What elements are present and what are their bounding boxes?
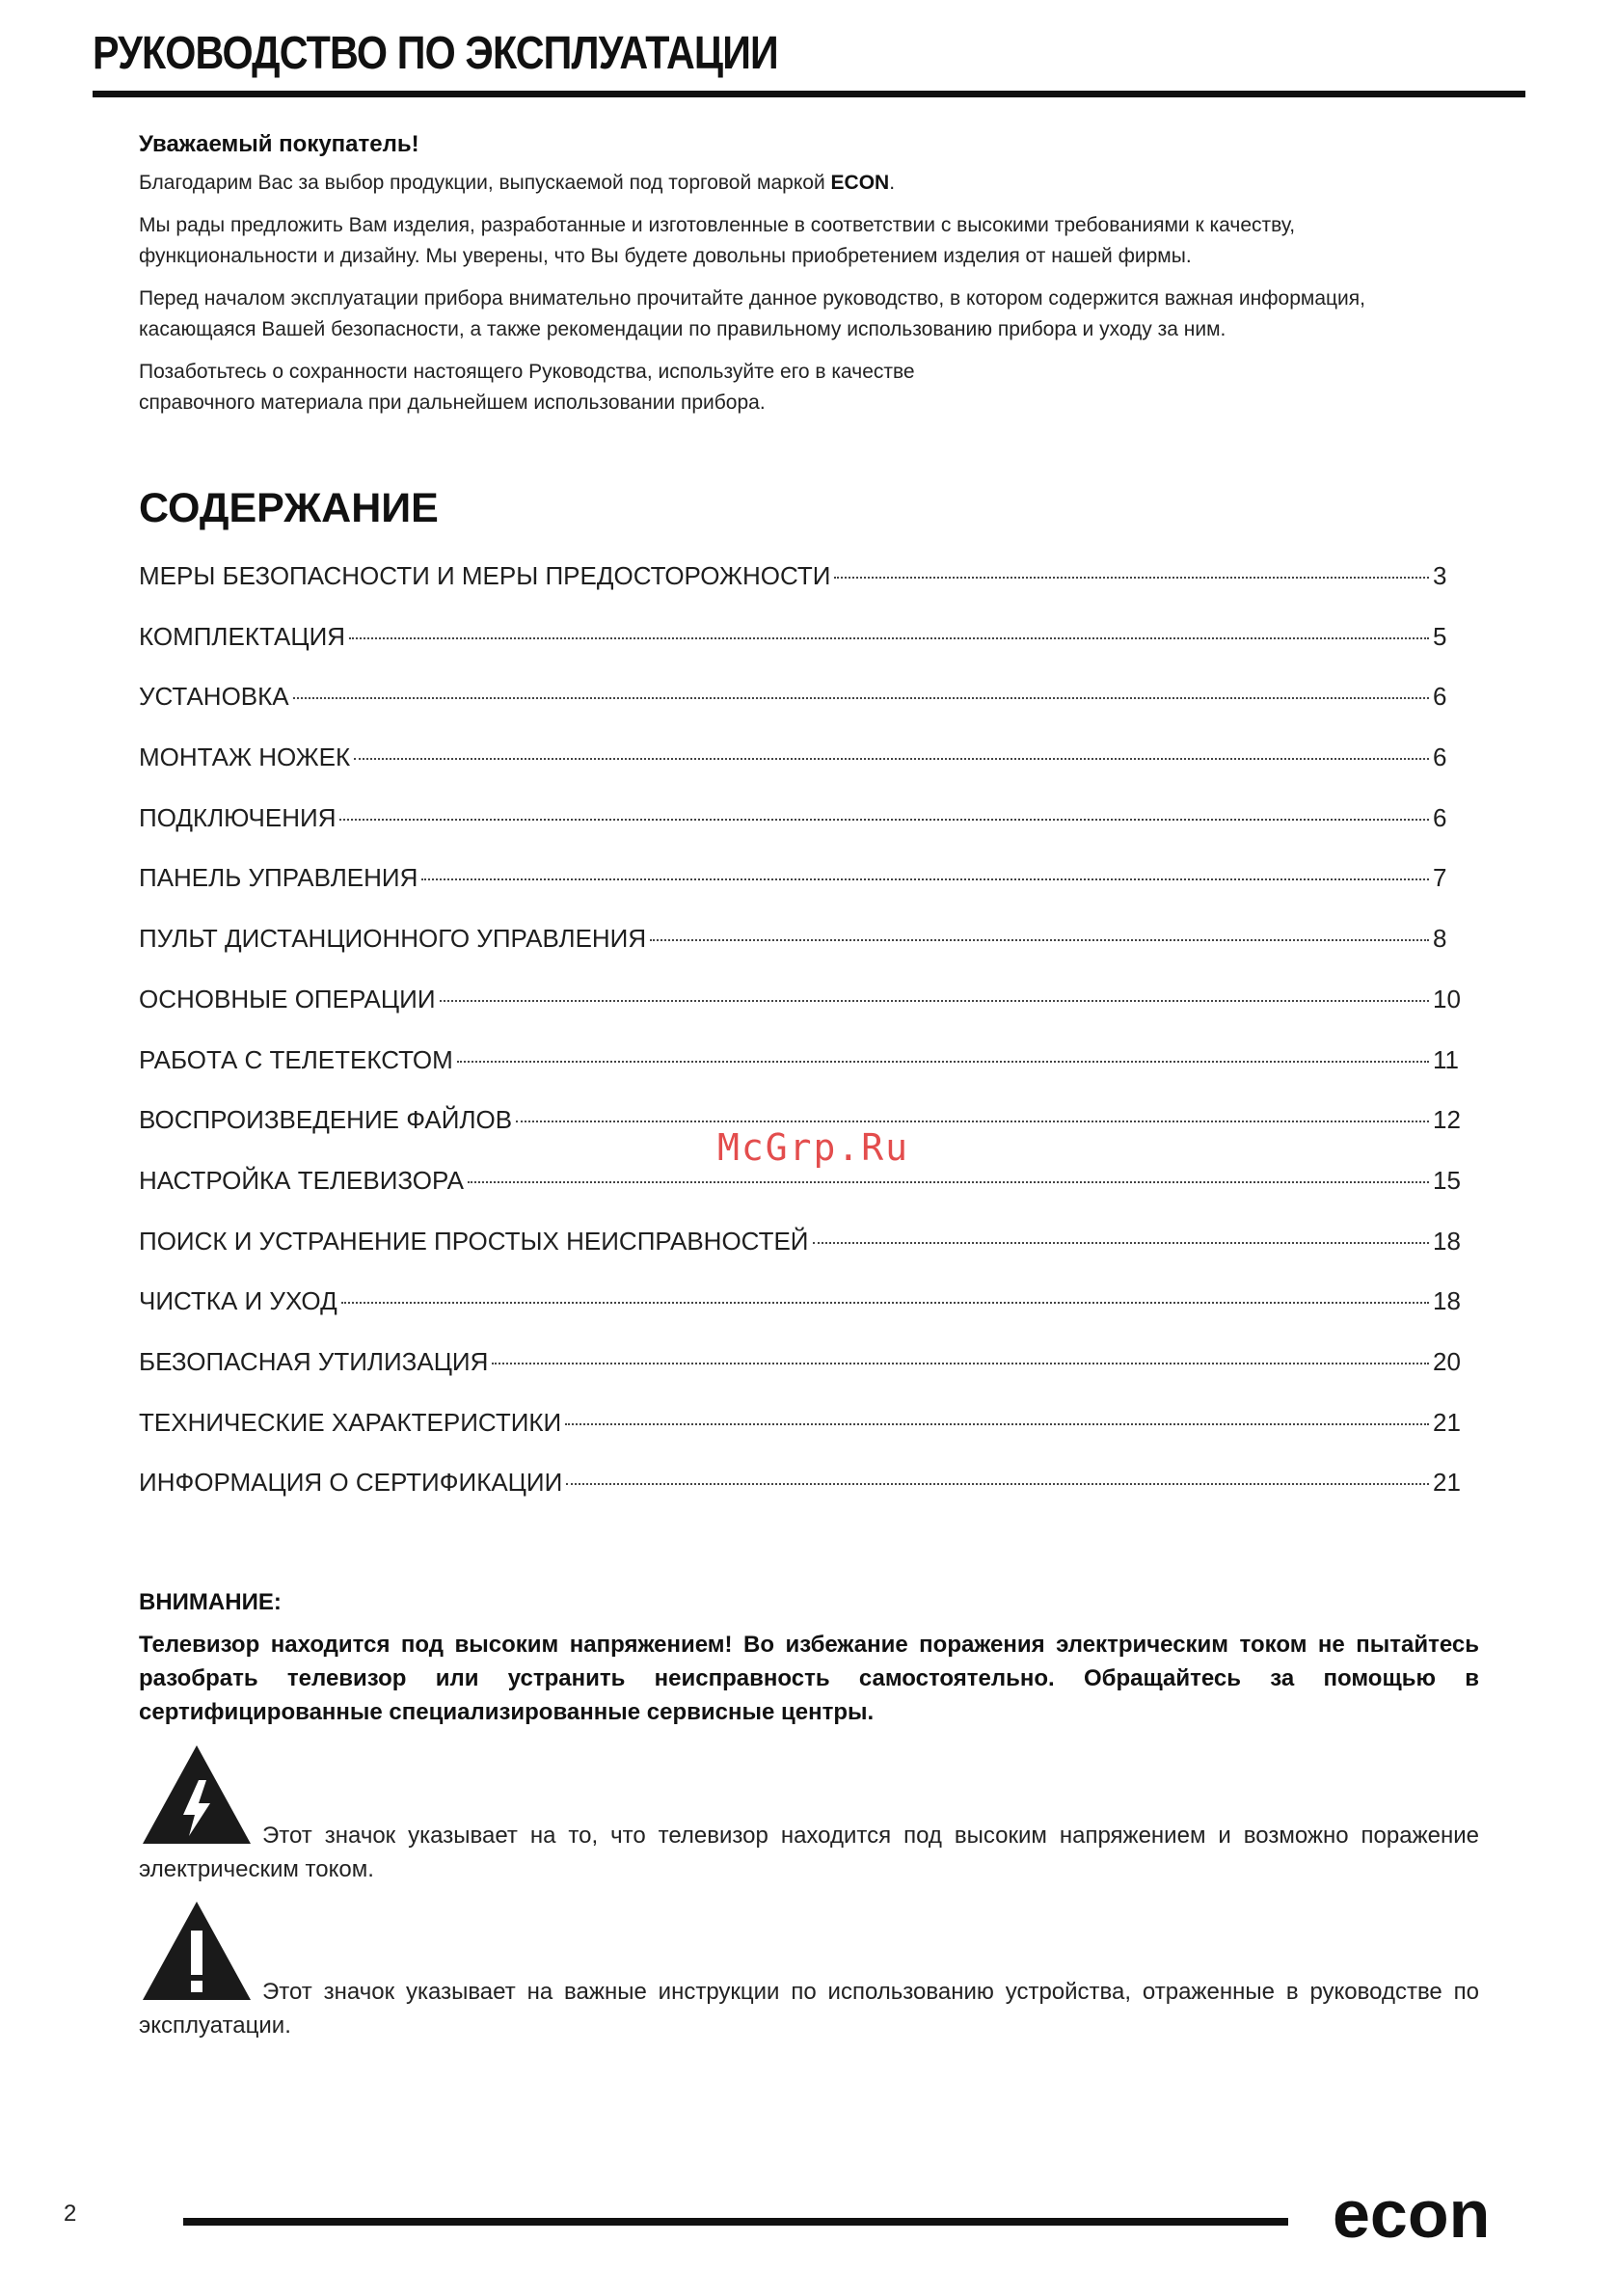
toc-item: [139, 1408, 1462, 1469]
toc-item-page: 5: [1433, 621, 1447, 651]
toc-item: [139, 1045, 1462, 1106]
toc-item-page: 7: [1433, 863, 1447, 893]
toc-item-page: 10: [1433, 984, 1461, 1013]
toc-item: [139, 1286, 1462, 1347]
toc-item-label: ОСНОВНЫЕ ОПЕРАЦИИ: [139, 984, 436, 1013]
toc-item: [139, 1166, 1462, 1227]
toc-item: [139, 1227, 1462, 1287]
footer-divider: [183, 2218, 1288, 2226]
warning-voltage-text: Этот значок указывает на то, что телевизор находится под высоким напряжением и возможно поражение электрическим током.: [139, 1823, 1479, 1882]
toc-leader-dots: [813, 1242, 1430, 1244]
greeting: Уважаемый покупатель!: [139, 131, 419, 157]
toc-leader-dots: [457, 1061, 1429, 1063]
toc-item: [139, 743, 1462, 803]
toc-item-page: 3: [1433, 561, 1447, 590]
toc-item-page: 6: [1433, 802, 1447, 832]
toc-item: [139, 985, 1462, 1045]
table-of-contents: [139, 561, 1462, 1528]
toc-item-page: 11: [1433, 1044, 1459, 1074]
toc-item-label: ИНФОРМАЦИЯ О СЕРТИФИКАЦИИ: [139, 1468, 563, 1498]
toc-item-label: ПОДКЛЮЧЕНИЯ: [139, 802, 337, 832]
toc-leader-dots: [339, 819, 1429, 821]
toc-item-page: 12: [1433, 1105, 1461, 1135]
warning-important: [139, 1898, 1479, 2042]
page-number: 2: [64, 2201, 77, 2227]
toc-leader-dots: [354, 758, 1429, 760]
toc-item-label: ТЕХНИЧЕСКИЕ ХАРАКТЕРИСТИКИ: [139, 1407, 562, 1437]
toc-leader-dots: [349, 637, 1429, 639]
toc-item: [139, 622, 1462, 683]
toc-leader-dots: [650, 939, 1429, 941]
toc-item-page: 8: [1433, 924, 1447, 954]
toc-leader-dots: [293, 697, 1429, 699]
toc-item-label: РАБОТА С ТЕЛЕТЕКСТОМ: [139, 1044, 453, 1074]
toc-leader-dots: [341, 1302, 1429, 1304]
toc-item: [139, 924, 1462, 985]
toc-item-page: 21: [1433, 1407, 1461, 1437]
toc-item-label: МОНТАЖ НОЖЕК: [139, 743, 351, 772]
toc-item-page: 15: [1433, 1165, 1461, 1195]
watermark: McGrp.Ru: [717, 1126, 910, 1169]
toc-item-label: ЧИСТКА И УХОД: [139, 1286, 337, 1316]
warning-voltage: [139, 1742, 1479, 1886]
toc-leader-dots: [834, 577, 1429, 579]
logo-text: econ: [1333, 2181, 1491, 2249]
toc-item-label: ПОИСК И УСТРАНЕНИЕ ПРОСТЫХ НЕИСПРАВНОСТЕЙ: [139, 1226, 809, 1256]
toc-item-page: 21: [1433, 1468, 1461, 1498]
header-divider: [93, 91, 1525, 97]
toc-item: [139, 682, 1462, 743]
toc-item-page: 6: [1433, 743, 1447, 772]
brand-name: ECON: [830, 172, 890, 194]
econ-logo: [1333, 2181, 1506, 2249]
toc-item: [139, 803, 1462, 864]
toc-leader-dots: [421, 878, 1429, 880]
exclamation-icon: [139, 1898, 255, 2004]
intro-paragraph-3: Перед началом эксплуатации прибора внимательно прочитайте данное руководство, в котором содержится важная информация, касающаяся Вашей безопасности, а также рекомендации по правильному использованию прибора и уходу за ним.: [139, 287, 1365, 340]
toc-item-label: ПУЛЬТ ДИСТАНЦИОННОГО УПРАВЛЕНИЯ: [139, 924, 647, 954]
toc-item-page: 18: [1433, 1286, 1461, 1316]
intro-p4-line1: Позаботьтесь о сохранности настоящего Руководства, используйте его в качестве: [139, 361, 915, 383]
toc-item-label: МЕРЫ БЕЗОПАСНОСТИ И МЕРЫ ПРЕДОСТОРОЖНОСТИ: [139, 561, 831, 590]
attention-text: Телевизор находится под высоким напряжением! Во избежание поражения электрическим током не пытайтесь разобрать телевизор или устранить неисправность самостоятельно. Обращайтесь за помощью в сертифицированные специализированные сервисные центры.: [139, 1632, 1479, 1725]
toc-item: [139, 1468, 1462, 1528]
page-header-title: РУКОВОДСТВО ПО ЭКСПЛУАТАЦИИ: [93, 28, 778, 79]
toc-item-page: 6: [1433, 682, 1447, 712]
toc-leader-dots: [566, 1483, 1429, 1485]
toc-item-label: ВОСПРОИЗВЕДЕНИЕ ФАЙЛОВ: [139, 1105, 513, 1135]
toc-item-page: 18: [1433, 1226, 1461, 1256]
toc-title: СОДЕРЖАНИЕ: [139, 485, 439, 531]
attention-section: [139, 1589, 1479, 1729]
toc-leader-dots: [468, 1181, 1429, 1183]
high-voltage-icon: [139, 1742, 255, 1848]
toc-leader-dots: [492, 1363, 1429, 1364]
toc-leader-dots: [565, 1423, 1429, 1425]
attention-title: ВНИМАНИЕ:: [139, 1589, 282, 1615]
toc-item-page: 20: [1433, 1346, 1461, 1376]
toc-item-label: ПАНЕЛЬ УПРАВЛЕНИЯ: [139, 863, 418, 893]
toc-leader-dots: [440, 1000, 1429, 1002]
toc-item-label: БЕЗОПАСНАЯ УТИЛИЗАЦИЯ: [139, 1346, 489, 1376]
intro-paragraph-2: Мы рады предложить Вам изделия, разработанные и изготовленные в соответствии с высокими требованиями к качеству, функциональности и дизайну. Мы уверены, что Вы будете довольны приобретением изделия от нашей фирмы.: [139, 214, 1296, 267]
toc-item: [139, 863, 1462, 924]
intro-section: [139, 131, 1479, 430]
toc-item-label: КОМПЛЕКТАЦИЯ: [139, 621, 346, 651]
intro-paragraph-1: [139, 168, 1479, 199]
intro-paragraph-4: [139, 357, 1479, 419]
toc-item: [139, 1347, 1462, 1408]
intro-p1-end: .: [889, 172, 896, 194]
toc-item-label: УСТАНОВКА: [139, 682, 289, 712]
intro-p1-text: Благодарим Вас за выбор продукции, выпускаемой под торговой маркой: [139, 172, 831, 194]
warning-important-text: Этот значок указывает на важные инструкции по использованию устройства, отраженные в руководстве по эксплуатации.: [139, 1979, 1479, 2039]
intro-p4-line2: справочного материала при дальнейшем использовании прибора.: [139, 392, 766, 414]
toc-leader-dots: [516, 1121, 1429, 1122]
toc-item-label: НАСТРОЙКА ТЕЛЕВИЗОРА: [139, 1165, 464, 1195]
toc-item: [139, 561, 1462, 622]
